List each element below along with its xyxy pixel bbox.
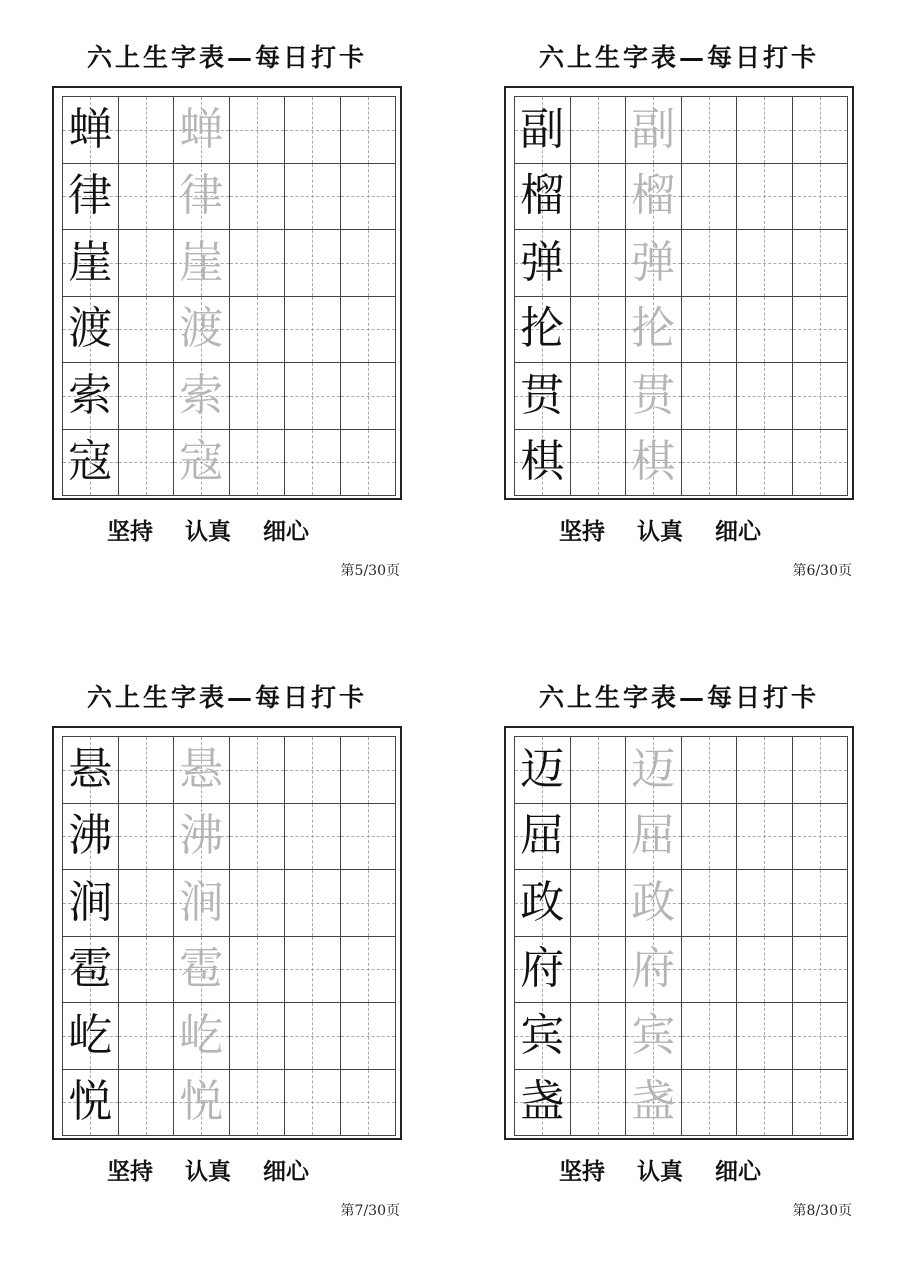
model-cell [63,1069,119,1136]
blank-practice-cell [570,870,626,937]
blank-practice-cell [340,429,396,496]
practice-row [515,737,848,804]
model-character: 律 [68,170,113,222]
blank-practice-cell [340,737,396,804]
blank-practice-cell [285,429,341,496]
trace-cell [626,936,682,1003]
trace-character: 寇 [179,436,224,488]
blank-practice-cell [681,163,737,230]
practice-row [515,1069,848,1136]
trace-character: 律 [179,170,224,222]
model-character: 榴 [520,170,565,222]
model-character: 宾 [520,1009,565,1061]
trace-cell [174,1069,230,1136]
blank-practice-cell [118,803,174,870]
motto-word: 认真 [637,1158,683,1185]
practice-row [63,936,396,1003]
model-character: 涧 [68,876,113,928]
blank-practice-cell [681,1069,737,1136]
blank-practice-cell [285,737,341,804]
trace-cell [626,363,682,430]
trace-cell [174,97,230,164]
practice-grid [62,96,396,496]
blank-practice-cell [570,296,626,363]
practice-row [63,163,396,230]
trace-character: 崖 [179,236,224,288]
blank-practice-cell [118,363,174,430]
motto-word: 细心 [263,518,309,545]
blank-practice-cell [681,429,737,496]
motto [107,513,309,546]
blank-practice-cell [118,230,174,297]
blank-practice-cell [118,1003,174,1070]
trace-cell [174,296,230,363]
model-character: 渡 [68,303,113,355]
blank-practice-cell [570,1069,626,1136]
motto [559,1153,761,1186]
model-cell [515,429,571,496]
blank-practice-cell [229,1069,285,1136]
blank-practice-cell [340,230,396,297]
blank-practice-cell [229,803,285,870]
blank-practice-cell [737,1069,793,1136]
trace-cell [174,363,230,430]
practice-grid-frame [52,726,402,1140]
motto-word: 坚持 [107,518,153,545]
model-cell [63,803,119,870]
blank-practice-cell [229,1003,285,1070]
blank-practice-cell [681,230,737,297]
trace-character: 贯 [631,369,676,421]
model-cell [63,230,119,297]
blank-practice-cell [118,1069,174,1136]
blank-practice-cell [340,163,396,230]
blank-practice-cell [118,97,174,164]
model-cell [63,163,119,230]
practice-row [63,1003,396,1070]
blank-practice-cell [570,1003,626,1070]
page-number: 第7/30页 [340,1203,400,1219]
blank-practice-cell [285,97,341,164]
trace-character: 悬 [179,743,224,795]
practice-row [63,363,396,430]
blank-practice-cell [285,1069,341,1136]
blank-practice-cell [229,870,285,937]
model-character: 屈 [520,810,565,862]
trace-character: 屈 [631,810,676,862]
blank-practice-cell [340,803,396,870]
practice-row [63,230,396,297]
model-cell [515,936,571,1003]
trace-cell [626,803,682,870]
model-character: 棋 [520,436,565,488]
blank-practice-cell [118,296,174,363]
motto [107,1153,309,1186]
practice-grid [514,96,848,496]
practice-row [63,97,396,164]
blank-practice-cell [229,97,285,164]
model-cell [515,163,571,230]
practice-sheet [504,36,854,596]
trace-cell [626,296,682,363]
blank-practice-cell [229,429,285,496]
blank-practice-cell [681,97,737,164]
model-cell [63,97,119,164]
blank-practice-cell [118,163,174,230]
trace-cell [626,97,682,164]
model-character: 崖 [68,236,113,288]
blank-practice-cell [792,97,848,164]
blank-practice-cell [285,363,341,430]
model-cell [63,429,119,496]
blank-practice-cell [570,429,626,496]
model-character: 盏 [520,1076,565,1128]
trace-character: 弹 [631,236,676,288]
trace-cell [174,803,230,870]
trace-cell [174,230,230,297]
model-character: 寇 [68,436,113,488]
practice-row [515,803,848,870]
trace-cell [174,737,230,804]
model-cell [515,803,571,870]
blank-practice-cell [570,163,626,230]
blank-practice-cell [340,363,396,430]
blank-practice-cell [681,936,737,1003]
trace-cell [626,870,682,937]
practice-row [515,363,848,430]
blank-practice-cell [229,296,285,363]
trace-character: 沸 [179,810,224,862]
blank-practice-cell [285,1003,341,1070]
sheet-title: 六上生字表—每日打卡 [86,43,367,72]
blank-practice-cell [737,230,793,297]
trace-character: 雹 [179,943,224,995]
trace-cell [626,737,682,804]
blank-practice-cell [792,870,848,937]
blank-practice-cell [737,737,793,804]
trace-character: 抡 [631,303,676,355]
motto-word: 坚持 [559,518,605,545]
practice-row [63,803,396,870]
blank-practice-cell [737,803,793,870]
blank-practice-cell [737,363,793,430]
blank-practice-cell [681,870,737,937]
practice-row [515,1003,848,1070]
sheet-title: 六上生字表—每日打卡 [86,683,367,712]
motto-word: 认真 [637,518,683,545]
blank-practice-cell [340,97,396,164]
practice-row [63,429,396,496]
blank-practice-cell [229,163,285,230]
blank-practice-cell [737,163,793,230]
blank-practice-cell [570,363,626,430]
blank-practice-cell [570,97,626,164]
blank-practice-cell [118,870,174,937]
practice-row [515,429,848,496]
blank-practice-cell [285,870,341,937]
practice-row [515,230,848,297]
motto [559,513,761,546]
practice-row [515,870,848,937]
model-cell [515,1069,571,1136]
model-character: 索 [68,369,113,421]
practice-sheet [52,676,402,1236]
model-cell [63,1003,119,1070]
blank-practice-cell [340,1003,396,1070]
blank-practice-cell [229,737,285,804]
blank-practice-cell [570,803,626,870]
practice-row [515,296,848,363]
blank-practice-cell [118,936,174,1003]
motto-word: 认真 [185,1158,231,1185]
trace-character: 屹 [179,1009,224,1061]
practice-row [63,296,396,363]
sheet-title: 六上生字表—每日打卡 [538,683,819,712]
motto-word: 细心 [715,518,761,545]
trace-character: 府 [631,943,676,995]
sheet-title: 六上生字表—每日打卡 [538,43,819,72]
blank-practice-cell [737,936,793,1003]
blank-practice-cell [229,936,285,1003]
model-character: 抡 [520,303,565,355]
blank-practice-cell [792,1069,848,1136]
practice-sheet [504,676,854,1236]
trace-character: 政 [631,876,676,928]
trace-character: 渡 [179,303,224,355]
trace-cell [626,1003,682,1070]
blank-practice-cell [570,936,626,1003]
practice-grid [62,736,396,1136]
model-character: 沸 [68,810,113,862]
trace-cell [174,936,230,1003]
trace-character: 涧 [179,876,224,928]
trace-character: 副 [631,103,676,155]
blank-practice-cell [681,737,737,804]
blank-practice-cell [340,1069,396,1136]
model-character: 迈 [520,743,565,795]
trace-cell [174,163,230,230]
trace-cell [626,1069,682,1136]
blank-practice-cell [737,1003,793,1070]
model-cell [515,737,571,804]
blank-practice-cell [285,163,341,230]
blank-practice-cell [118,737,174,804]
blank-practice-cell [229,230,285,297]
model-character: 弹 [520,236,565,288]
practice-row [63,870,396,937]
blank-practice-cell [681,363,737,430]
motto-word: 认真 [185,518,231,545]
blank-practice-cell [285,296,341,363]
motto-word: 坚持 [107,1158,153,1185]
practice-grid-frame [504,86,854,500]
trace-cell [626,163,682,230]
trace-character: 悦 [179,1076,224,1128]
model-character: 贯 [520,369,565,421]
model-cell [63,363,119,430]
practice-row [63,1069,396,1136]
trace-character: 盏 [631,1076,676,1128]
page-number: 第5/30页 [340,563,400,579]
practice-row [63,737,396,804]
trace-character: 迈 [631,743,676,795]
model-character: 雹 [68,943,113,995]
blank-practice-cell [792,803,848,870]
model-cell [515,296,571,363]
model-character: 府 [520,943,565,995]
practice-grid-frame [52,86,402,500]
blank-practice-cell [737,429,793,496]
trace-character: 宾 [631,1009,676,1061]
blank-practice-cell [285,936,341,1003]
blank-practice-cell [681,803,737,870]
blank-practice-cell [340,936,396,1003]
model-cell [515,97,571,164]
blank-practice-cell [681,1003,737,1070]
blank-practice-cell [340,870,396,937]
blank-practice-cell [285,230,341,297]
blank-practice-cell [118,429,174,496]
model-character: 屹 [68,1009,113,1061]
model-cell [515,1003,571,1070]
blank-practice-cell [340,296,396,363]
trace-cell [174,429,230,496]
blank-practice-cell [792,230,848,297]
model-cell [515,363,571,430]
blank-practice-cell [792,163,848,230]
model-cell [63,737,119,804]
model-character: 政 [520,876,565,928]
model-character: 副 [520,103,565,155]
model-cell [63,296,119,363]
trace-cell [626,230,682,297]
trace-cell [626,429,682,496]
practice-row [515,936,848,1003]
model-character: 悬 [68,743,113,795]
motto-word: 坚持 [559,1158,605,1185]
trace-character: 蝉 [179,103,224,155]
blank-practice-cell [285,803,341,870]
model-cell [63,870,119,937]
trace-character: 索 [179,369,224,421]
practice-grid [514,736,848,1136]
page-number: 第6/30页 [792,563,852,579]
motto-word: 细心 [715,1158,761,1185]
blank-practice-cell [737,97,793,164]
blank-practice-cell [737,296,793,363]
blank-practice-cell [681,296,737,363]
model-cell [63,936,119,1003]
blank-practice-cell [229,363,285,430]
blank-practice-cell [792,1003,848,1070]
blank-practice-cell [570,230,626,297]
blank-practice-cell [792,737,848,804]
practice-grid-frame [504,726,854,1140]
blank-practice-cell [792,363,848,430]
trace-cell [174,870,230,937]
practice-sheet [52,36,402,596]
trace-cell [174,1003,230,1070]
blank-practice-cell [570,737,626,804]
blank-practice-cell [792,296,848,363]
practice-row [515,163,848,230]
blank-practice-cell [737,870,793,937]
motto-word: 细心 [263,1158,309,1185]
practice-row [515,97,848,164]
model-character: 蝉 [68,103,113,155]
page-number: 第8/30页 [792,1203,852,1219]
blank-practice-cell [792,429,848,496]
trace-character: 榴 [631,170,676,222]
blank-practice-cell [792,936,848,1003]
model-cell [515,870,571,937]
trace-character: 棋 [631,436,676,488]
model-character: 悦 [68,1076,113,1128]
model-cell [515,230,571,297]
